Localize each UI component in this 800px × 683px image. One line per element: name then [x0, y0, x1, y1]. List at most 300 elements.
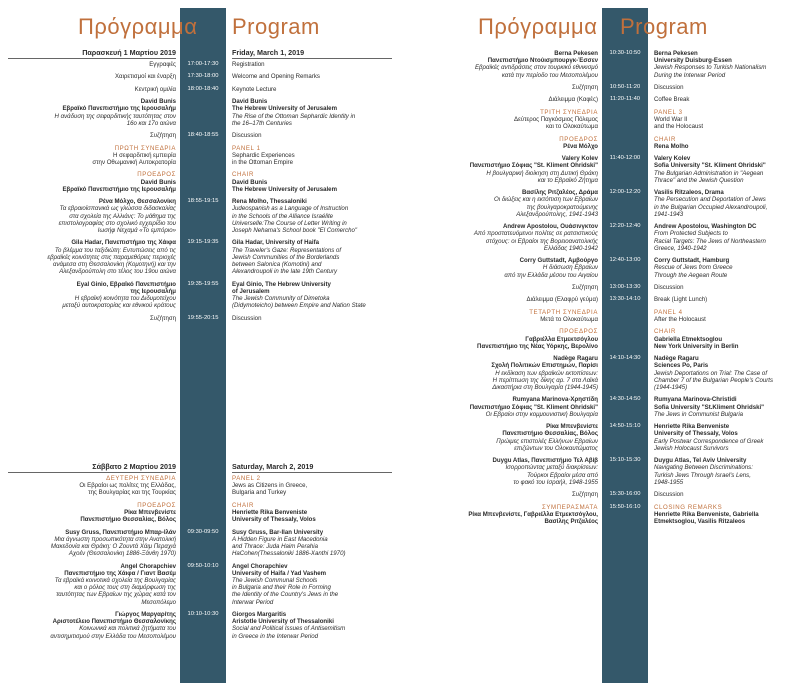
talk-title: 1948-1955 [654, 478, 684, 486]
speaker-name: of Jerusalem [232, 287, 270, 295]
session-text: Συζήτηση [571, 284, 598, 291]
talk-title: Interwar Period [232, 598, 274, 606]
greek-entry [0, 315, 176, 322]
greek-entry [408, 504, 598, 526]
talk-title: Alexandroupoli in the late 19th Century [232, 268, 338, 276]
speaker-name: Nadège Ragaru [654, 355, 699, 363]
greek-entry [0, 145, 176, 167]
speaker-name: Πανεπιστήμιο της Νέας Υόρκης, Βερολίνο [477, 342, 598, 350]
greek-entry [408, 257, 598, 279]
speaker-name: Πανεπιστήμιο Ντούισμπουργκ-Έσσεν [487, 57, 598, 65]
session-text: Κεντρική ομιλία [134, 85, 176, 93]
speaker-name: Gila Hadar, Πανεπιστήμιο της Χάιφα [71, 239, 176, 247]
time-slot: 09:30-09:50 [187, 528, 219, 535]
greek-entry [408, 491, 598, 498]
panel-label: CHAIR [232, 171, 254, 179]
speaker-name: Ρένα Μόλχο [563, 142, 598, 150]
speaker-name: της Ιερουσαλήμ [130, 287, 176, 295]
speaker-name: Henriette Rika Benveniste, Gabriella [654, 510, 759, 518]
speaker-name: Giorgos Margaritis [232, 611, 287, 618]
talk-title: εβραϊκές κοινότητες στις παραμεθόριες περιοχές [47, 253, 176, 261]
session-text: Συζήτηση [149, 132, 176, 140]
english-entry [232, 145, 396, 167]
talk-title: Οι διώξεις και η εκτόπιση των Εβραίων [493, 196, 598, 204]
english-entry [232, 529, 396, 558]
english-entry [654, 223, 796, 252]
talk-title: (Didymoteicho) between Empire and Nation State [232, 302, 366, 310]
greek-entry [408, 136, 598, 150]
speaker-name: Ρίκα Μπενβενίστε [124, 509, 176, 516]
session-text: Διάλειμμα (Ελαφρύ γεύμα) [526, 296, 598, 304]
talk-title: Universelle:The Course of Letter Writing in [232, 219, 347, 227]
talk-title: Social and Political Issues of Antisemitism [232, 625, 346, 633]
talk-title: During the Interwar Period [654, 71, 726, 79]
panel-label: PANEL 4 [654, 308, 683, 316]
speaker-name: Valery Kolev [654, 155, 691, 163]
talk-title: Η διάσωση Εβραίων [542, 264, 598, 272]
speaker-name: Βασίλης Ριτζαλέος, Δράμα [521, 189, 598, 197]
panel-label: CHAIR [232, 501, 254, 509]
session-text: in the Ottoman Empire [232, 159, 293, 166]
greek-entry [0, 132, 176, 139]
session-text: Keynote Lecture [232, 85, 277, 93]
english-entry [232, 73, 396, 80]
english-entry [232, 132, 396, 139]
talk-title: Αχοέν (Θεσσαλονίκη 1886-Ξάνθη 1970) [68, 550, 176, 558]
talk-title: της βουλγαροκρατούμενης [526, 203, 598, 211]
greek-entry [408, 96, 598, 103]
speaker-name: Sofia University "St.Kliment Ohridski" [654, 403, 765, 411]
session-text: Συζήτηση [571, 491, 598, 499]
talk-title: From Protected Subjects to [654, 230, 728, 238]
greek-entry [408, 457, 598, 486]
session-text: Η σεφαρδιτική εμπειρία [113, 151, 176, 159]
panel-label: PANEL 2 [232, 475, 261, 482]
english-entry [654, 136, 796, 150]
speaker-name: Πανεπιστήμιο Σόφιας "St. Kliment Ohridski" [469, 403, 598, 411]
talk-title: Εβραϊκές αντιδράσεις στον τουρκικό εθνικισμό [474, 64, 598, 72]
talk-title: στόχους: οι Εβραίοι της Βορειοανατολικής [485, 237, 598, 245]
talk-title: Η ανάδυση της σεφαρδιτικής ταυτότητας στον [54, 112, 176, 120]
talk-title: Αλεξανδρούπολη στο τέλος του 19ου αιώνα [59, 268, 176, 276]
time-band [180, 8, 226, 683]
speaker-name: Andrew Apostolou, Ουάσινγκτον [502, 223, 598, 231]
english-entry [654, 84, 796, 91]
talk-title: μεταξύ αυτοκρατορίας και εθνικού κράτους [62, 302, 176, 310]
greek-entry [0, 171, 176, 193]
speaker-name: Rena Molho, Thessaloniki [232, 198, 307, 206]
time-slot: 19:15-19:35 [187, 239, 219, 246]
greek-entry [408, 296, 598, 303]
talk-title: The Jewish Communal Schools [232, 577, 318, 584]
talk-title: κατά την περίοδο του Μεσοπολέμου [501, 71, 598, 79]
divider [8, 472, 176, 473]
english-entry [232, 61, 396, 68]
english-entry [232, 315, 396, 322]
english-entry [232, 171, 396, 193]
speaker-name: Εβραϊκό Πανεπιστήμιο της Ιερουσαλήμ [62, 105, 176, 113]
program-page-right [400, 0, 800, 683]
talk-title: Από προστατευόμενοι πολίτες σε ρατσιστικούς [473, 230, 598, 238]
english-entry [654, 155, 796, 184]
english-entry [232, 611, 396, 640]
talk-title: Ιωσήφ Νεχαμά «Το εμπόριο» [97, 227, 176, 234]
session-text: Welcome and Opening Remarks [232, 73, 320, 81]
talk-title: Navigating Between Discriminations: [654, 464, 753, 472]
session-text: Break (Light Lunch) [654, 296, 708, 304]
time-slot: 14:10-14:30 [609, 355, 641, 362]
talk-title: Ελλάδας 1940-1942 [543, 244, 598, 252]
talk-title: in the Schools of the Alliance Israélite [232, 212, 334, 220]
divider [232, 472, 392, 473]
talk-title: Τα εβραϊκά κοινοτικά σχολεία της Βουλγαρίας [54, 577, 176, 584]
speaker-name: Gila Hadar, University of Haifa [232, 239, 320, 247]
speaker-name: Βασίλης Ριτζαλέος [544, 518, 598, 525]
session-text: Registration [232, 61, 265, 68]
time-slot: 10:10-10:30 [187, 611, 219, 617]
speaker-name: Henriette Rika Benveniste [654, 423, 730, 431]
session-text: Sephardic Experiences [232, 151, 295, 159]
english-entry [232, 86, 396, 93]
speaker-name: Πανεπιστήμιο της Χάιφα / Γιαντ Βασέμ [64, 569, 176, 577]
english-entry [232, 281, 396, 310]
session-text: Διάλειμμα (Καφές) [548, 96, 598, 104]
session-text: Discussion [654, 491, 684, 499]
speaker-name: Angel Chorapchiev [232, 562, 288, 570]
session-text: Discussion [232, 132, 262, 140]
time-slot: 14:50-15:10 [609, 423, 641, 430]
english-entry [654, 109, 796, 131]
speaker-name: Susy Gruss, Bar-Ilan University [232, 528, 324, 536]
talk-title: Racial Targets: The Jews of Northeastern [654, 237, 766, 245]
talk-title: in Greece in the Interwar Period [232, 632, 319, 640]
talk-title: ανάμεσα στη Θεσσαλονίκη (Κομοτηνή) και την [52, 261, 176, 268]
talk-title: Early Postwar Correspondence of Greek [654, 437, 764, 445]
time-slot: 12:20-12:40 [609, 223, 641, 230]
time-slot: 18:40-18:55 [187, 132, 219, 139]
english-entry [232, 239, 396, 275]
time-slot: 15:30-16:00 [609, 491, 641, 498]
talk-title: Jewish Holocaust Survivors [654, 444, 729, 452]
talk-title: Μια άγνωστη προσωπικότητα στην Ανατολική [54, 535, 176, 543]
english-entry [232, 198, 396, 234]
speaker-name: Andrew Apostolou, Washington DC [654, 223, 757, 231]
time-slot: 10:50-11:20 [609, 84, 641, 90]
talk-title: The Bulgarian Administration in "Aegean [654, 169, 764, 177]
speaker-name: Ρίκα Μπενβενίστε, Γαβριέλλα Ετμεκτσόγλου, [468, 510, 598, 518]
day-heading-greek: Παρασκευή 1 Μαρτίου 2019 [82, 48, 176, 57]
session-text: Μετά το Ολοκαύτωμα [540, 316, 598, 323]
speaker-name: Henriette Rika Benveniste [232, 509, 308, 516]
speaker-name: New York University in Berlin [654, 342, 739, 350]
time-slot: 14:30-14:50 [609, 396, 641, 403]
session-text: Συζήτηση [571, 84, 598, 91]
panel-label: CHAIR [654, 135, 676, 143]
session-text: Bulgaria and Turkey [232, 489, 287, 497]
greek-entry [408, 223, 598, 252]
talk-title: Οι Εβραίοι στην κομμουνιστική Βουλγαρία [485, 410, 598, 418]
talk-title: Turkish Jews Through Israel's Lens, [654, 471, 751, 479]
talk-title: in Bulgaria and their Role in Forming [232, 584, 331, 592]
speaker-name: University Duisburg-Essen [654, 57, 732, 65]
talk-title: από την Ελλάδα μέσου του Αιγαίου [504, 271, 598, 279]
speaker-name: Berna Pekesen [654, 50, 698, 57]
talk-title: 16ο και 17ο αιώνα [126, 119, 176, 127]
speaker-name: Eyal Ginio, The Hebrew University [232, 280, 331, 288]
greek-entry [408, 355, 598, 391]
talk-title: Rescue of Jews from Greece [654, 264, 733, 272]
talk-title: Αλεξανδρούπολης, 1941-1943 [516, 210, 598, 218]
greek-entry [0, 475, 176, 497]
talk-title: Η βουλγαρική διοίκηση στη Δυτική Θράκη [486, 169, 598, 177]
heading-greek: Πρόγραμμα [478, 14, 598, 39]
talk-title: HaCohen(Thessaloniki 1886-Xanthi 1970) [232, 550, 346, 558]
speaker-name: Αριστοτέλειο Πανεπιστήμιο Θεσσαλονίκης [52, 618, 176, 626]
greek-entry [0, 239, 176, 275]
english-entry [654, 396, 796, 418]
talk-title: Jewish Responses to Turkish Nationalism [654, 64, 767, 72]
talk-title: The Persecution and Deportation of Jews [654, 196, 766, 204]
speaker-name: Sofia University "St. Kliment Ohridski" [654, 162, 766, 170]
greek-entry [408, 396, 598, 418]
speaker-name: Gabriella Etmektsoglou [654, 335, 723, 343]
talk-title: Chamber 7 of the Bulgarian People's Courts [654, 376, 774, 384]
heading-english: Program [620, 14, 708, 39]
talk-title: επιστολογραφίας στο σχολικό εγχειρίδιο του [58, 219, 176, 227]
time-slot: 18:55-19:15 [187, 198, 219, 205]
english-entry [232, 475, 396, 497]
session-text: Συζήτηση [149, 314, 176, 322]
speaker-name: Corry Guttstadt, Αμβούργο [519, 257, 598, 265]
english-entry [654, 189, 796, 218]
time-slot: 17:30-18:00 [187, 73, 219, 80]
talk-title: the Identity of the Country's Jews in the [232, 591, 339, 599]
time-slot: 12:40-13:00 [609, 257, 641, 264]
talk-title: Jewish Deportations on Trial: The Case of [654, 369, 768, 377]
speaker-name: Rena Molho [654, 142, 689, 150]
time-slot: 13:30-14:10 [609, 296, 641, 303]
speaker-name: Rumyana Marinova-Χρηστίδη [512, 396, 598, 404]
speaker-name: Εβραϊκό Πανεπιστήμιο της Ιερουσαλήμ [62, 185, 176, 193]
time-slot: 11:20-11:40 [609, 96, 641, 103]
speaker-name: Susy Gruss, Πανεπιστήμιο Μπαρ-Ιλάν [65, 528, 176, 536]
greek-entry [408, 328, 598, 350]
talk-title: Thrace" and the Jewish Question [654, 176, 744, 184]
talk-title: The Jewish Community of Dimetoka [232, 295, 330, 302]
time-band [602, 8, 648, 683]
greek-entry [0, 611, 176, 640]
talk-title: (1944-1945) [654, 384, 688, 391]
speaker-name: Πανεπιστήμιο Θεσσαλίας, Βόλος [80, 516, 176, 524]
greek-entry [408, 155, 598, 184]
session-text: and the Holocaust [654, 123, 704, 131]
talk-title: Η εκδίκαση των εβραϊκών εκτοπίσεων: [495, 369, 598, 377]
session-text: Δεύτερος Παγκόσμιος Πόλεμος [514, 116, 598, 123]
speaker-name: Valery Kolev [561, 155, 598, 163]
english-entry [232, 98, 396, 127]
english-entry [654, 504, 796, 526]
english-entry [654, 96, 796, 103]
time-slot: 15:50-16:10 [609, 503, 641, 510]
speaker-name: David Bunis [232, 178, 268, 186]
speaker-name: Sciences Po, Paris [654, 362, 709, 370]
talk-title: The Traveler's Gaze: Representations of [232, 246, 342, 254]
panel-label: CLOSING REMARKS [654, 503, 723, 511]
speaker-name: Πανεπιστήμιο Θεσσαλίας, Βόλος [502, 430, 598, 438]
talk-title: Joseph Nehama's School book "El Comercho" [232, 227, 358, 234]
greek-entry [0, 198, 176, 234]
talk-title: Τα εβραιοϊσπανικά ως γλώσσα διδασκαλίας [59, 205, 176, 213]
time-slot: 19:35-19:55 [187, 280, 219, 287]
time-slot: 17:00-17:30 [187, 61, 219, 67]
speaker-name: David Bunis [140, 178, 176, 186]
day-heading-english: Saturday, March 2, 2019 [232, 462, 314, 471]
speaker-name: Nadège Ragaru [553, 355, 598, 363]
talk-title: Πρώιμες επιστολές Ελλήνων Εβραίων [496, 437, 598, 445]
talk-title: Judeospanish as a Language of Instruction [232, 205, 349, 213]
session-text: και το Ολοκαύτωμα [546, 123, 598, 131]
greek-entry [408, 50, 598, 79]
greek-entry [408, 109, 598, 131]
english-entry [232, 502, 396, 524]
panel-label: PANEL 3 [654, 108, 683, 116]
time-slot: 13:00-13:30 [609, 284, 641, 290]
greek-entry [0, 73, 176, 80]
heading-greek: Πρόγραμμα [78, 14, 198, 39]
speaker-name: Eyal Ginio, Εβραϊκό Πανεπιστήμιο [76, 280, 176, 288]
talk-title: το φακό του Ισραήλ, 1948-1955 [513, 478, 598, 486]
time-slot: 09:50-10:10 [187, 562, 219, 569]
talk-title: 1941-1943 [654, 210, 684, 218]
talk-title: A Hidden Figure in East Macedonia [232, 535, 328, 543]
session-text: Discussion [654, 284, 684, 291]
speaker-name: University of Thessaly, Volos [654, 430, 738, 438]
speaker-name: Corry Guttstadt, Hamburg [654, 257, 730, 265]
divider [8, 58, 176, 59]
speaker-name: University of Thessaly, Volos [232, 516, 316, 524]
panel-label: ΠΡΟΕΔΡΟΣ [559, 328, 598, 336]
session-text: Οι Εβραίοι ως πολίτες της Ελλάδας, [79, 482, 176, 490]
english-entry [232, 563, 396, 606]
talk-title: The Jews in Communist Bulgaria [654, 410, 744, 418]
english-entry [654, 50, 796, 79]
speaker-name: The Hebrew University of Jerusalem [232, 105, 337, 113]
talk-title: and Thrace: Juda Haim Perahia [232, 543, 319, 550]
time-slot: 19:55-20:15 [187, 314, 219, 321]
greek-entry [408, 309, 598, 323]
talk-title: Μεσοπόλεμο [141, 598, 176, 606]
talk-title: στα σχολεία της Αλλιάνς: Το μάθημα της [69, 212, 176, 220]
speaker-name: Duygu Atlas, Πανεπιστήμιο Τελ Αβίβ [492, 457, 598, 465]
day-heading-english: Friday, March 1, 2019 [232, 48, 305, 57]
talk-title: Η περίπτωση της δίκης αρ. 7 στα Λαϊκά [492, 376, 598, 384]
talk-title: the 16–17th Centuries [232, 119, 292, 127]
talk-title: Through the Aegean Route [654, 271, 728, 279]
speaker-name: Ρίκα Μπενβενίστε [546, 423, 598, 431]
greek-entry [0, 281, 176, 310]
session-text: After the Holocaust [654, 316, 706, 323]
speaker-name: David Bunis [140, 98, 176, 106]
time-slot: 11:40-12:00 [609, 155, 641, 162]
session-text: της Βουλγαρίας και της Τουρκίας [88, 489, 176, 497]
panel-label: ΠΡΟΕΔΡΟΣ [559, 135, 598, 143]
speaker-name: Aristotle University of Thessaloniki [232, 618, 334, 626]
panel-label: ΠΡΟΕΔΡΟΣ [137, 501, 176, 509]
greek-entry [0, 529, 176, 558]
speaker-name: David Bunis [232, 98, 268, 106]
session-text: στην Οθωμανική Αυτοκρατορία [92, 159, 176, 166]
talk-title: ταυτότητας των Εβραίων της χώρας κατά τον [56, 591, 176, 599]
greek-entry [408, 284, 598, 291]
talk-title: Μακεδονία και Θράκη: Ο Ζουντά Χάιμ Περαχιά [50, 543, 176, 550]
greek-entry [408, 189, 598, 218]
speaker-name: Πανεπιστήμιο Σόφιας "St. Kliment Ohridski" [469, 162, 598, 170]
talk-title: Ισορροπώντας μεταξύ διακρίσεων: [505, 464, 598, 472]
greek-entry [408, 84, 598, 91]
greek-entry [0, 98, 176, 127]
day-heading-greek: Σάββατο 2 Μαρτίου 2019 [92, 462, 176, 471]
panel-label: ΔΕΥΤΕΡΗ ΣΥΝΕΔΡΙΑ [106, 475, 176, 482]
english-entry [654, 491, 796, 498]
speaker-name: Angel Chorapchiev [120, 562, 176, 570]
speaker-name: The Hebrew University of Jerusalem [232, 185, 337, 193]
talk-title: και το Εβραϊκό Ζήτημα [537, 176, 598, 184]
panel-label: PANEL 1 [232, 144, 261, 152]
english-entry [654, 355, 796, 391]
english-entry [654, 457, 796, 486]
talk-title: και ο ρόλος τους στη διαμόρφωση της [74, 584, 176, 592]
greek-entry [0, 502, 176, 524]
speaker-name: Γαβριέλλα Ετμεκτσόγλου [525, 335, 598, 343]
english-entry [654, 296, 796, 303]
time-slot: 18:00-18:40 [187, 85, 219, 92]
speaker-name: Vasilis Ritzaleos, Drama [654, 189, 724, 197]
greek-entry [0, 563, 176, 606]
panel-label: ΤΕΤΑΡΤΗ ΣΥΝΕΔΡΙΑ [529, 308, 598, 316]
speaker-name: Berna Pekesen [554, 50, 598, 57]
session-text: Discussion [654, 84, 684, 91]
talk-title: αντισημιτισμού στην Ελλάδα του Μεσοπολέμου [50, 632, 176, 640]
greek-entry [408, 423, 598, 452]
session-text: Discussion [232, 314, 262, 322]
panel-label: ΤΡΙΤΗ ΣΥΝΕΔΡΙΑ [540, 108, 598, 116]
session-text: Coffee Break [654, 96, 690, 104]
time-slot: 15:10-15:30 [609, 457, 641, 464]
session-text: Εγγραφές [149, 61, 176, 68]
speaker-name: Σχολή Πολιτικών Επιστημών, Παρίσι [491, 362, 598, 370]
speaker-name: Rumyana Marinova-Christidi [654, 396, 737, 404]
talk-title: Τούρκοι Εβραίοι μέσα από [527, 471, 598, 479]
speaker-name: Duygu Atlas, Tel Aviv University [654, 457, 747, 465]
speaker-name: Γιώργος Μαργαρίτης [115, 611, 176, 618]
talk-title: Greece, 1940-1942 [654, 244, 707, 252]
talk-title: Δικαστήρια στη Βουλγαρία (1944-1945) [492, 384, 598, 391]
panel-label: ΠΡΟΕΔΡΟΣ [137, 171, 176, 179]
heading-english: Program [232, 14, 320, 39]
english-entry [654, 309, 796, 323]
panel-label: ΠΡΩΤΗ ΣΥΝΕΔΡΙΑ [114, 144, 176, 152]
greek-entry [0, 86, 176, 93]
english-entry [654, 284, 796, 291]
session-text: Jews as Citizens in Greece, [232, 482, 308, 490]
divider [232, 58, 392, 59]
talk-title: Κοινωνικά και πολιτικά ζητήματα του [79, 625, 176, 633]
panel-label: ΣΥΜΠΕΡΑΣΜΑΤΑ [541, 503, 598, 511]
talk-title: The Rise of the Ottoman Sephardic Identity in [232, 112, 356, 120]
english-entry [654, 257, 796, 279]
english-entry [654, 328, 796, 350]
session-text: Χαιρετισμοί και έναρξη [114, 73, 176, 81]
